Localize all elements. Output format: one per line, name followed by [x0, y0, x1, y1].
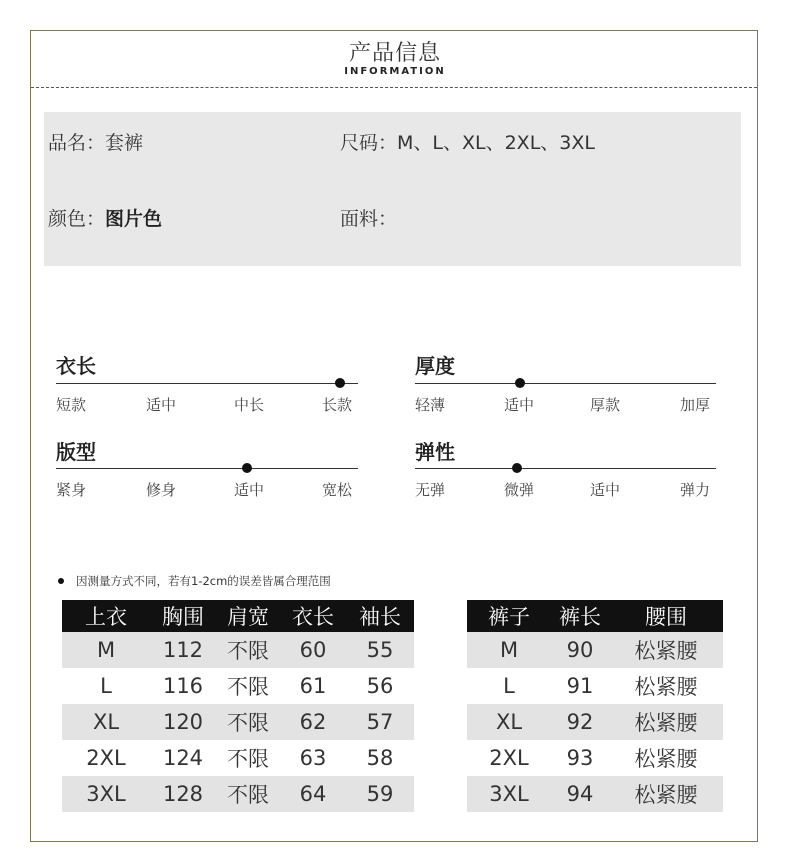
info-name — [48, 128, 143, 155]
fabric-label: 面料： — [340, 208, 398, 230]
table-cell: 松紧腰 — [609, 704, 723, 740]
table-header-row — [467, 600, 723, 632]
table-cell: 3XL — [467, 776, 551, 812]
column-header: 袖长 — [346, 600, 414, 632]
table-row — [467, 704, 723, 740]
attr-track — [56, 383, 358, 384]
attr-option: 宽松 — [322, 481, 353, 499]
table-cell: 松紧腰 — [634, 675, 698, 699]
table-cell: 不限 — [216, 704, 280, 740]
table-cell: 91 — [566, 674, 594, 698]
attr-option: 弹力 — [680, 481, 711, 499]
attr-track — [415, 468, 716, 469]
table-header-row — [62, 600, 414, 632]
attr-option: 加厚 — [680, 396, 711, 414]
table-cell: 松紧腰 — [609, 776, 723, 812]
column-header: 腰围 — [609, 600, 723, 632]
table-cell: 62 — [280, 704, 346, 740]
attr-option: 无弹 — [415, 481, 446, 499]
column-header: 上衣 — [62, 600, 150, 632]
table-cell: 120 — [150, 704, 216, 740]
table-row — [62, 776, 414, 812]
info-color — [48, 204, 162, 231]
table-cell: 不限 — [216, 632, 280, 668]
info-fabric — [340, 204, 397, 231]
table-row — [467, 776, 723, 812]
table-cell: XL — [467, 704, 551, 740]
table-row — [62, 704, 414, 740]
table-cell: 2XL — [86, 746, 126, 770]
table-cell: L — [100, 674, 112, 698]
table-cell: 3XL — [62, 776, 150, 812]
attr-option: 微弹 — [504, 481, 535, 499]
attr-title: 版型 — [56, 440, 96, 464]
table-cell: 松紧腰 — [634, 747, 698, 771]
attr-option: 适中 — [234, 481, 265, 499]
attr-title: 弹性 — [415, 440, 455, 464]
dashed-divider — [31, 87, 757, 88]
table-cell: XL — [62, 704, 150, 740]
table-cell: M — [467, 632, 551, 668]
attr-option: 适中 — [504, 396, 535, 414]
table-cell: 112 — [150, 632, 216, 668]
table-row — [467, 668, 723, 704]
table-row — [62, 632, 414, 668]
table-cell: 2XL — [489, 746, 529, 770]
page-title: 产品信息 — [348, 41, 441, 66]
column-header: 胸围 — [150, 600, 216, 632]
attr-option: 短款 — [56, 396, 87, 414]
attr-option: 适中 — [146, 396, 177, 414]
info-size — [340, 128, 595, 155]
attr-option: 长款 — [322, 396, 353, 414]
column-header: 裤子 — [467, 600, 551, 632]
top-size-table — [62, 600, 414, 812]
attr-option: 厚款 — [590, 396, 621, 414]
attr-title: 衣长 — [56, 354, 96, 378]
attr-indicator — [512, 463, 522, 473]
table-cell: 90 — [551, 632, 609, 668]
table-cell: 56 — [366, 674, 394, 698]
size-label: 尺码： — [340, 132, 398, 154]
page-subtitle: INFORMATION — [344, 66, 446, 77]
table-cell: 57 — [346, 704, 414, 740]
table-row — [467, 632, 723, 668]
table-cell: 松紧腰 — [609, 632, 723, 668]
table-cell: 116 — [162, 674, 204, 698]
attr-option: 适中 — [590, 481, 621, 499]
table-cell: 124 — [162, 746, 204, 770]
table-cell: 61 — [299, 674, 327, 698]
column-header: 裤长 — [551, 600, 609, 632]
bullet-icon — [58, 578, 64, 584]
table-cell: 59 — [346, 776, 414, 812]
table-cell: 94 — [551, 776, 609, 812]
table-cell: L — [503, 674, 515, 698]
table-cell: 55 — [346, 632, 414, 668]
attr-indicator — [515, 378, 525, 388]
name-label: 品名： — [48, 132, 106, 154]
note-text: 因测量方式不同，若有1-2cm的误差皆属合理范围 — [76, 574, 331, 588]
attr-indicator — [335, 378, 345, 388]
table-row — [467, 740, 723, 776]
table-row — [62, 668, 414, 704]
attr-option: 紧身 — [56, 481, 87, 499]
attr-title: 厚度 — [415, 354, 455, 378]
table-cell: 128 — [150, 776, 216, 812]
attr-option: 修身 — [146, 481, 177, 499]
info-panel — [44, 112, 741, 266]
table-cell: 64 — [280, 776, 346, 812]
measurement-note — [58, 573, 331, 589]
color-label: 颜色： — [48, 208, 106, 230]
table-row — [62, 740, 414, 776]
attr-indicator — [242, 463, 252, 473]
table-cell: 58 — [366, 746, 394, 770]
attr-option: 轻薄 — [415, 396, 446, 414]
size-value: M、L、XL、2XL、3XL — [397, 132, 595, 154]
pants-size-table — [467, 600, 723, 812]
table-cell: M — [62, 632, 150, 668]
table-cell: 不限 — [227, 747, 269, 771]
color-value: 图片色 — [105, 208, 163, 230]
column-header: 肩宽 — [216, 600, 280, 632]
column-header: 衣长 — [280, 600, 346, 632]
attr-track — [56, 468, 358, 469]
attr-track — [415, 383, 716, 384]
table-cell: 93 — [566, 746, 594, 770]
table-cell: 不限 — [216, 776, 280, 812]
table-cell: 92 — [551, 704, 609, 740]
name-value: 套裤 — [105, 132, 144, 154]
table-cell: 63 — [299, 746, 327, 770]
table-cell: 60 — [280, 632, 346, 668]
attr-option: 中长 — [234, 396, 265, 414]
table-cell: 不限 — [227, 675, 269, 699]
